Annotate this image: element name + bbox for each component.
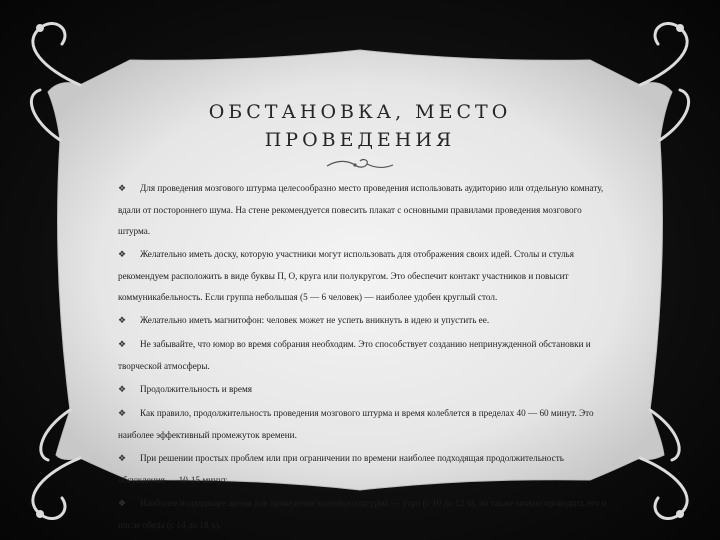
title-line-2: ПРОВЕДЕНИЯ	[264, 129, 456, 151]
diamond-bullet-icon: ❖	[118, 385, 127, 395]
list-item-text: При решении простых проблем или при ограничении по времени наиболее подходящая продолжительность обсуждения — 10-15 минут.	[118, 453, 564, 485]
list-item	[118, 403, 608, 446]
list-item-text: Как правило, продолжительность проведения мозгового штурма и время колеблется в пределах 40 — 60 минут. Это наиболее эффективный промежуток времени.	[118, 408, 594, 440]
list-item	[118, 448, 608, 491]
list-item	[118, 310, 608, 332]
list-item-text: Наиболее подходящее время для проведения мозгового штурма — утро (с 10 до 12 ч), но также можно проводить его и после обеда (с 14 до 18 ч).	[118, 498, 607, 530]
diamond-bullet-icon: ❖	[118, 499, 127, 509]
diamond-bullet-icon: ❖	[118, 316, 127, 326]
list-item	[118, 178, 608, 242]
slide-title	[150, 98, 570, 154]
diamond-bullet-icon: ❖	[118, 340, 127, 350]
bullet-list	[118, 178, 608, 538]
list-item	[118, 379, 608, 401]
list-item	[118, 493, 608, 536]
diamond-bullet-icon: ❖	[118, 454, 127, 464]
flourish-divider-icon	[325, 156, 395, 174]
list-item	[118, 334, 608, 377]
list-item-text: Желательно иметь доску, которую участники могут использовать для отображения своих идей. Столы и стулья рекомендуем расположить в виде буквы П, О, круга или полукругом. Это обеспечит контакт участников и повысит коммуникабельность. Если группа небольшая (5 — 6 человек) — наиболее удобен круглый стол.	[118, 249, 574, 302]
title-line-1: ОБСТАНОВКА, МЕСТО	[208, 101, 512, 123]
list-item-text: Для проведения мозгового штурма целесообразно место проведения использовать аудиторию или отдельную комнату, вдали от постороннего шума. На стене рекомендуется повесить плакат с основными правилами проведения мозгового штурма.	[118, 183, 604, 236]
list-item-text: Не забывайте, что юмор во время собрания необходим. Это способствует созданию непринужденной обстановки и творческой атмосферы.	[118, 339, 591, 371]
list-item	[118, 244, 608, 308]
diamond-bullet-icon: ❖	[118, 250, 127, 260]
list-item-text: Желательно иметь магнитофон: человек может не успеть вникнуть в идею и упустить ее.	[140, 315, 490, 325]
diamond-bullet-icon: ❖	[118, 409, 127, 419]
diamond-bullet-icon: ❖	[118, 184, 127, 194]
list-item-text: Продолжительность и время	[140, 384, 253, 394]
